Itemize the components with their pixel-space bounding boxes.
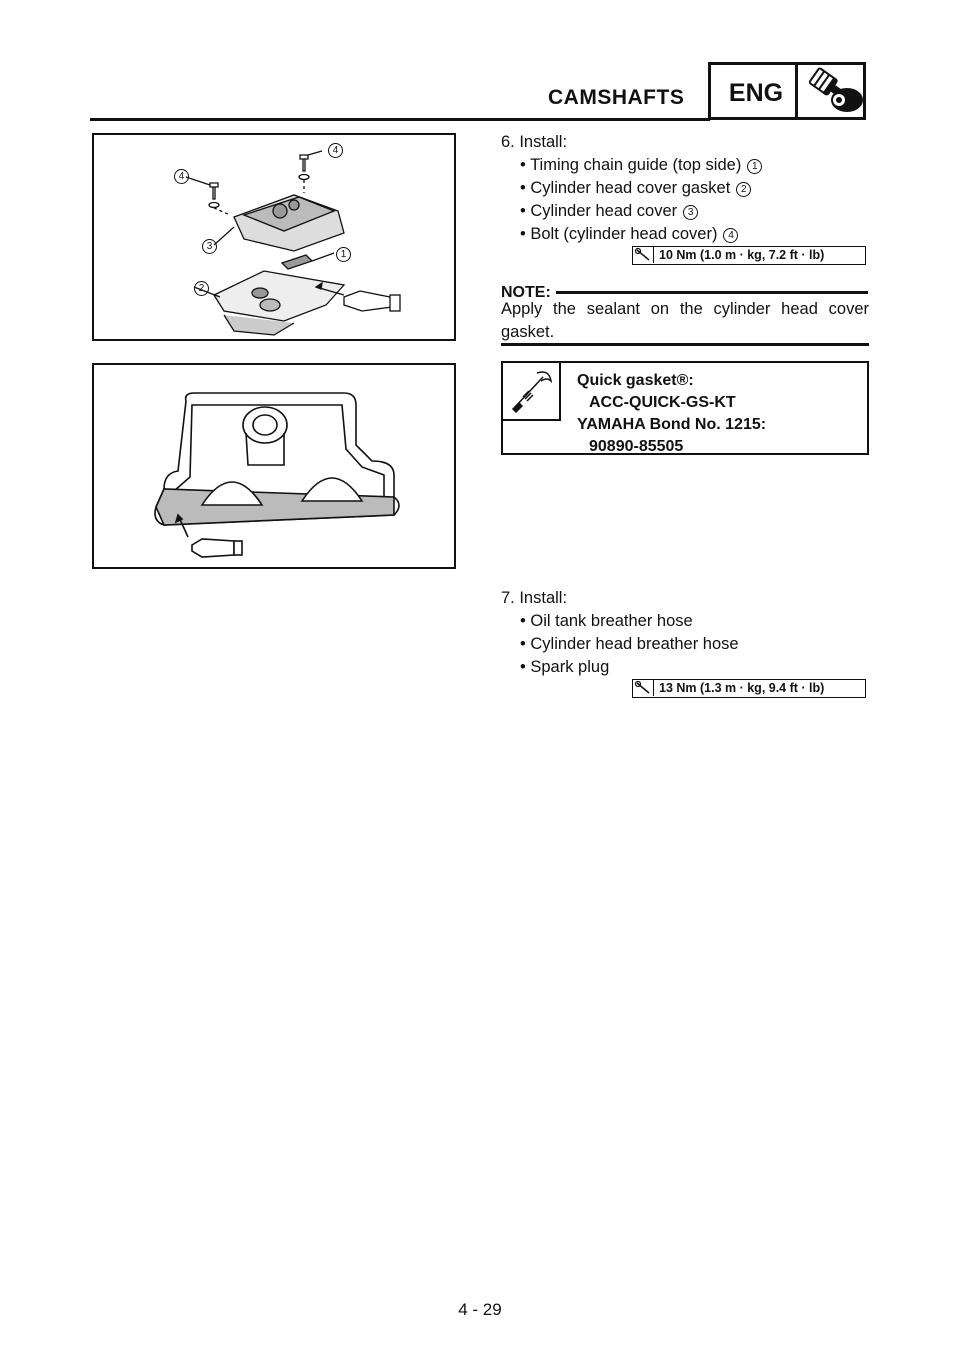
- torque-spec-7: [632, 679, 866, 698]
- sealant-product1-name: Quick gasket®:: [577, 372, 694, 389]
- step6-item-4: • Bolt (cylinder head cover) 4: [520, 223, 738, 246]
- page-number: 4 - 29: [458, 1300, 502, 1319]
- sealant-tool-icon: [503, 363, 561, 421]
- sealant-product2-name: YAMAHA Bond No. 1215:: [577, 416, 767, 433]
- callout-2: 2: [194, 281, 209, 296]
- torque-value-6: 10 Nm (1.0 m · kg, 7.2 ft · lb): [659, 248, 825, 262]
- step6-item-3: • Cylinder head cover 3: [520, 200, 698, 223]
- step6-item-2: • Cylinder head cover gasket 2: [520, 177, 751, 200]
- sealant-spec-box: [501, 361, 869, 455]
- section-title: CAMSHAFTS: [548, 86, 685, 109]
- note-text: Apply the sealant on the cylinder head cover gasket.: [501, 300, 869, 341]
- step7-item-1: • Oil tank breather hose: [520, 610, 693, 633]
- engine-piston-icon: [801, 67, 865, 117]
- callout-4a: 4: [328, 143, 343, 158]
- ref-3: 3: [683, 205, 698, 220]
- step7-heading: 7. Install:: [501, 589, 568, 607]
- torque-wrench-icon: [633, 247, 654, 263]
- eng-badge: [708, 62, 866, 120]
- ref-2: 2: [736, 182, 751, 197]
- exploded-view-drawing: [94, 135, 454, 339]
- step6-item-1: • Timing chain guide (top side) 1: [520, 154, 762, 177]
- callout-4b: 4: [174, 169, 189, 184]
- header-rule: [90, 118, 710, 121]
- note-title: NOTE:: [501, 284, 551, 301]
- note-top-rule: [556, 291, 868, 294]
- figure-cylinder-head-cover: [92, 133, 456, 341]
- torque-spec-6: [632, 246, 866, 265]
- gasket-drawing: [94, 365, 454, 567]
- step7-item-3: • Spark plug: [520, 656, 609, 679]
- step6-heading: 6. Install:: [501, 133, 568, 151]
- sealant-product2-code: 90890-85505: [589, 438, 684, 455]
- note-bottom-rule: [501, 343, 869, 346]
- callout-1: 1: [336, 247, 351, 262]
- torque-value-7: 13 Nm (1.3 m · kg, 9.4 ft · lb): [659, 681, 825, 695]
- ref-1: 1: [747, 159, 762, 174]
- callout-3: 3: [202, 239, 217, 254]
- sealant-product1-code: ACC-QUICK-GS-KT: [589, 394, 736, 411]
- ref-4: 4: [723, 228, 738, 243]
- figure-gasket-sealant: [92, 363, 456, 569]
- step7-item-2: • Cylinder head breather hose: [520, 633, 739, 656]
- sealant-text: [577, 370, 766, 458]
- torque-wrench-icon: [633, 680, 654, 696]
- eng-badge-label: ENG: [728, 79, 784, 107]
